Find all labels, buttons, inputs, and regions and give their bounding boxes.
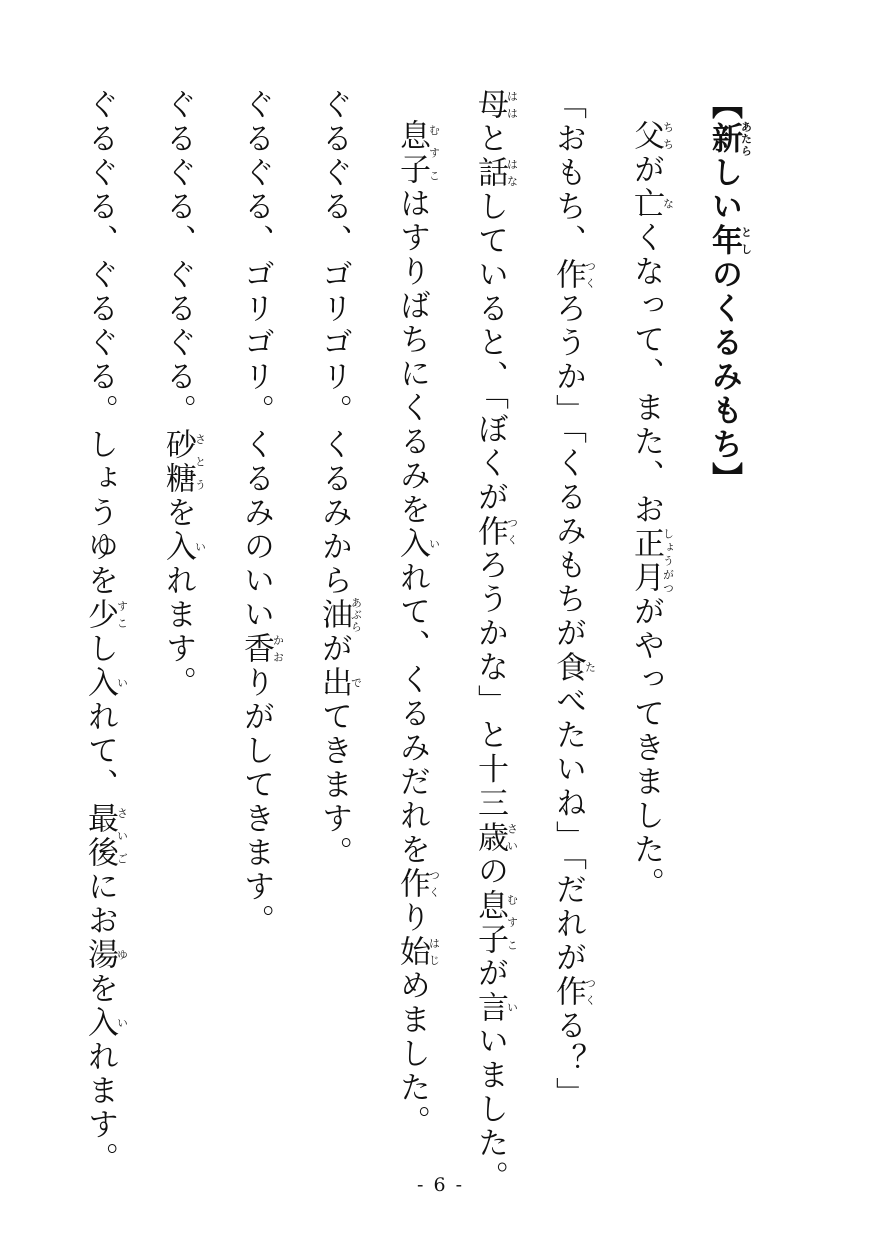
page-number: - 6 - bbox=[416, 1174, 464, 1196]
paragraph-3: 母ははと話はなしていると、「ぼくが作つくろうかな」と十三歳さいの息子むすこが言いいました。 bbox=[472, 88, 519, 1195]
ruby-word: 作つく bbox=[472, 514, 519, 549]
ruby-word: 作つく bbox=[550, 258, 597, 292]
ruby-word: 息子むすこ bbox=[394, 119, 441, 187]
ruby-word: 少すこ bbox=[82, 598, 129, 632]
ruby-word: 入い bbox=[160, 530, 207, 564]
ruby-word: 正月しょうがつ bbox=[628, 527, 675, 595]
paragraph-6: ぐるぐる、ゴリゴリ。くるみのいい香かおりがしてきます。 bbox=[238, 88, 285, 938]
paragraph-5: ぐるぐる、ゴリゴリ。くるみから油あぶらが出でてきます。 bbox=[316, 88, 363, 870]
ruby-word: 入い bbox=[82, 666, 129, 700]
ruby-word: 母はは bbox=[472, 88, 519, 122]
ruby-word: 砂糖さとう bbox=[160, 428, 207, 496]
story-text bbox=[61, 88, 763, 1195]
ruby-word: 亡な bbox=[628, 187, 675, 221]
paragraph-8: ぐるぐる、ぐるぐる。しょうゆを少すこし入いれて、最後さいごにお湯ゆを入いれます。 bbox=[82, 88, 129, 1176]
ruby-word: 油あぶら bbox=[316, 597, 363, 633]
paragraph-1: 父ちちが亡なくなって、また、お正月しょうがつがやってきました。 bbox=[628, 119, 675, 901]
paragraph-4: 息子むすこはすりばちにくるみを入いれて、くるみだれを作つくり始はじめました。 bbox=[394, 119, 441, 1139]
ruby-word: 父ちち bbox=[628, 119, 675, 153]
ruby-word: 湯ゆ bbox=[82, 938, 129, 972]
title-bracket-open: 【 bbox=[706, 88, 742, 122]
ruby-word: 言い bbox=[472, 990, 519, 1025]
ruby-word: 始はじ bbox=[394, 935, 441, 969]
ruby-word: 最後さいご bbox=[82, 802, 129, 870]
paragraph-2: 「おもち、作つくろうか」「くるみもちが食たべたいね」「だれが作つくる？」 bbox=[550, 88, 597, 1111]
ruby-word: 食た bbox=[550, 650, 597, 685]
title-bracket-close: 】 bbox=[706, 462, 742, 496]
ruby-word: 入い bbox=[394, 527, 441, 561]
ruby-word: 話はな bbox=[472, 156, 519, 190]
ruby-word: 年とし bbox=[706, 224, 753, 258]
ruby-word: 作つく bbox=[550, 975, 597, 1009]
ruby-word: 香かお bbox=[238, 632, 285, 666]
ruby-word: 出で bbox=[316, 666, 363, 700]
ruby-word: 入い bbox=[82, 1006, 129, 1040]
ruby-word: 新あたら bbox=[706, 121, 753, 157]
ruby-word: 作つく bbox=[394, 867, 441, 901]
ruby-word: 歳さい bbox=[472, 820, 519, 855]
story-title: 【新あたらしい年としのくるみもち】 bbox=[706, 88, 753, 496]
ruby-word: 息子むすこ bbox=[472, 888, 519, 957]
paragraph-7: ぐるぐる、ぐるぐる。砂糖さとうを入いれます。 bbox=[160, 88, 207, 700]
